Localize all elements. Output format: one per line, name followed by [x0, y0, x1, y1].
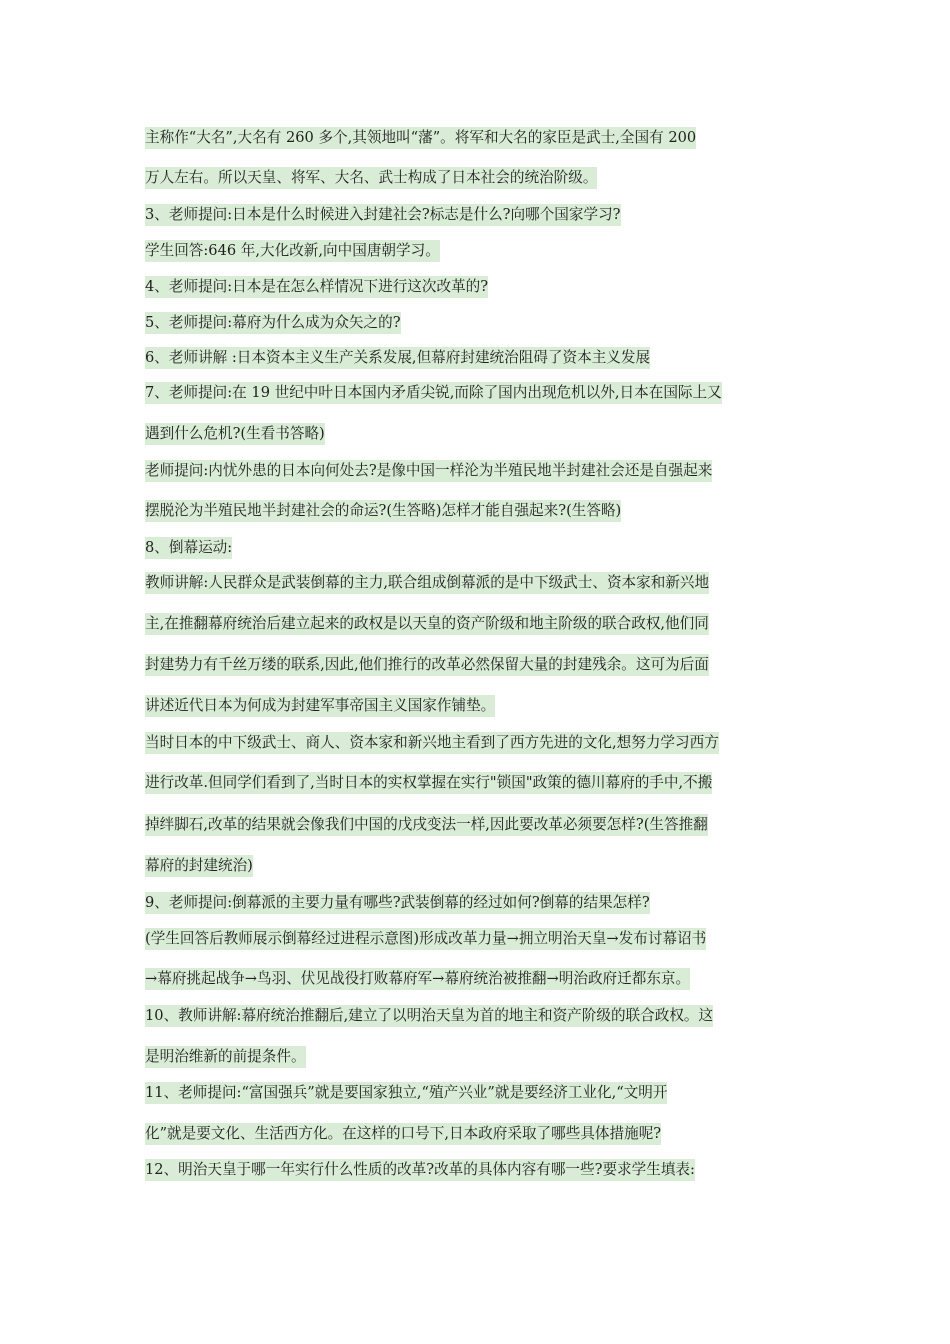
highlighted-text: →幕府挑起战争→鸟羽、伏见战役打败幕府军→幕府统治被推翻→明治政府迁都东京。: [145, 968, 690, 990]
highlighted-text: 封建势力有千丝万缕的联系,因此,他们推行的改革必然保留大量的封建残余。这可为后面: [145, 654, 709, 676]
text-line: [145, 311, 401, 335]
text-line: [145, 422, 325, 446]
text-line: [145, 927, 807, 951]
text-line: [145, 771, 807, 795]
highlighted-text: 5、老师提问:幕府为什么成为众矢之的?: [145, 312, 401, 334]
text-line: [145, 571, 807, 595]
text-line: [145, 346, 650, 370]
text-line: [145, 126, 807, 150]
highlighted-text: 摆脱沦为半殖民地半封建社会的命运?(生答略)怎样才能自强起来?(生答略): [145, 500, 621, 522]
highlighted-text: 是明治维新的前提条件。: [145, 1046, 306, 1068]
text-line: [145, 203, 621, 227]
text-line: [145, 499, 621, 523]
highlighted-text: 3、老师提问:日本是什么时候进入封建社会?标志是什么?向哪个国家学习?: [145, 204, 621, 226]
highlighted-text: 12、明治天皇于哪一年实行什么性质的改革?改革的具体内容有哪一些?要求学生填表:: [145, 1159, 695, 1181]
highlighted-text: 讲述近代日本为何成为封建军事帝国主义国家作铺垫。: [145, 695, 495, 717]
text-line: [145, 653, 807, 677]
text-line: [145, 1158, 695, 1182]
text-line: [145, 1045, 306, 1069]
highlighted-text: 进行改革.但同学们看到了,当时日本的实权掌握在实行"锁国"政策的德川幕府的手中,不搬: [145, 772, 712, 794]
text-line: [145, 731, 807, 755]
highlighted-text: 11、老师提问:“富国强兵”就是要国家独立,“殖产兴业”就是要经济工业化,“文明开: [145, 1082, 667, 1104]
highlighted-text: 学生回答:646 年,大化改新,向中国唐朝学习。: [145, 240, 440, 262]
highlighted-text: 主,在推翻幕府统治后建立起来的政权是以天皇的资产阶级和地主阶级的联合政权,他们同: [145, 613, 709, 635]
highlighted-text: 主称作“大名”,大名有 260 多个,其领地叫“藩”。将军和大名的家臣是武士,全国有 200: [145, 127, 696, 149]
highlighted-text: 6、老师讲解 :日本资本主义生产关系发展,但幕府封建统治阻碍了资本主义发展: [145, 347, 650, 369]
text-line: [145, 536, 232, 560]
highlighted-text: 10、教师讲解:幕府统治推翻后,建立了以明治天皇为首的地主和资产阶级的联合政权。这: [145, 1005, 713, 1027]
text-line: [145, 1122, 661, 1146]
highlighted-text: 幕府的封建统治): [145, 855, 253, 877]
text-line: [145, 813, 807, 837]
text-line: [145, 275, 488, 299]
text-line: [145, 891, 650, 915]
highlighted-text: 当时日本的中下级武士、商人、资本家和新兴地主看到了西方先进的文化,想努力学习西方: [145, 732, 719, 754]
text-line: [145, 1004, 807, 1028]
highlighted-text: 9、老师提问:倒幕派的主要力量有哪些?武装倒幕的经过如何?倒幕的结果怎样?: [145, 892, 650, 914]
text-line: [145, 381, 807, 405]
highlighted-text: 4、老师提问:日本是在怎么样情况下进行这次改革的?: [145, 276, 488, 298]
text-line: [145, 166, 597, 190]
text-line: [145, 694, 495, 718]
highlighted-text: 万人左右。所以天皇、将军、大名、武士构成了日本社会的统治阶级。: [145, 167, 597, 189]
text-line: [145, 239, 440, 263]
text-line: [145, 459, 807, 483]
highlighted-text: 教师讲解:人民群众是武装倒幕的主力,联合组成倒幕派的是中下级武士、资本家和新兴地: [145, 572, 709, 594]
text-line: [145, 854, 253, 878]
highlighted-text: 7、老师提问:在 19 世纪中叶日本国内矛盾尖锐,而除了国内出现危机以外,日本在国际上又: [145, 382, 722, 404]
highlighted-text: 8、倒幕运动:: [145, 537, 232, 559]
highlighted-text: 掉绊脚石,改革的结果就会像我们中国的戊戌变法一样,因此要改革必须要怎样?(生答推翻: [145, 814, 708, 836]
text-line: [145, 612, 807, 636]
highlighted-text: 老师提问:内忧外患的日本向何处去?是像中国一样沦为半殖民地半封建社会还是自强起来: [145, 460, 712, 482]
highlighted-text: (学生回答后教师展示倒幕经过进程示意图)形成改革力量→拥立明治天皇→发布讨幕诏书: [145, 928, 706, 950]
text-line: [145, 1081, 807, 1105]
text-line: [145, 967, 690, 991]
highlighted-text: 遇到什么危机?(生看书答略): [145, 423, 325, 445]
highlighted-text: 化”就是要文化、生活西方化。在这样的口号下,日本政府采取了哪些具体措施呢?: [145, 1123, 661, 1145]
